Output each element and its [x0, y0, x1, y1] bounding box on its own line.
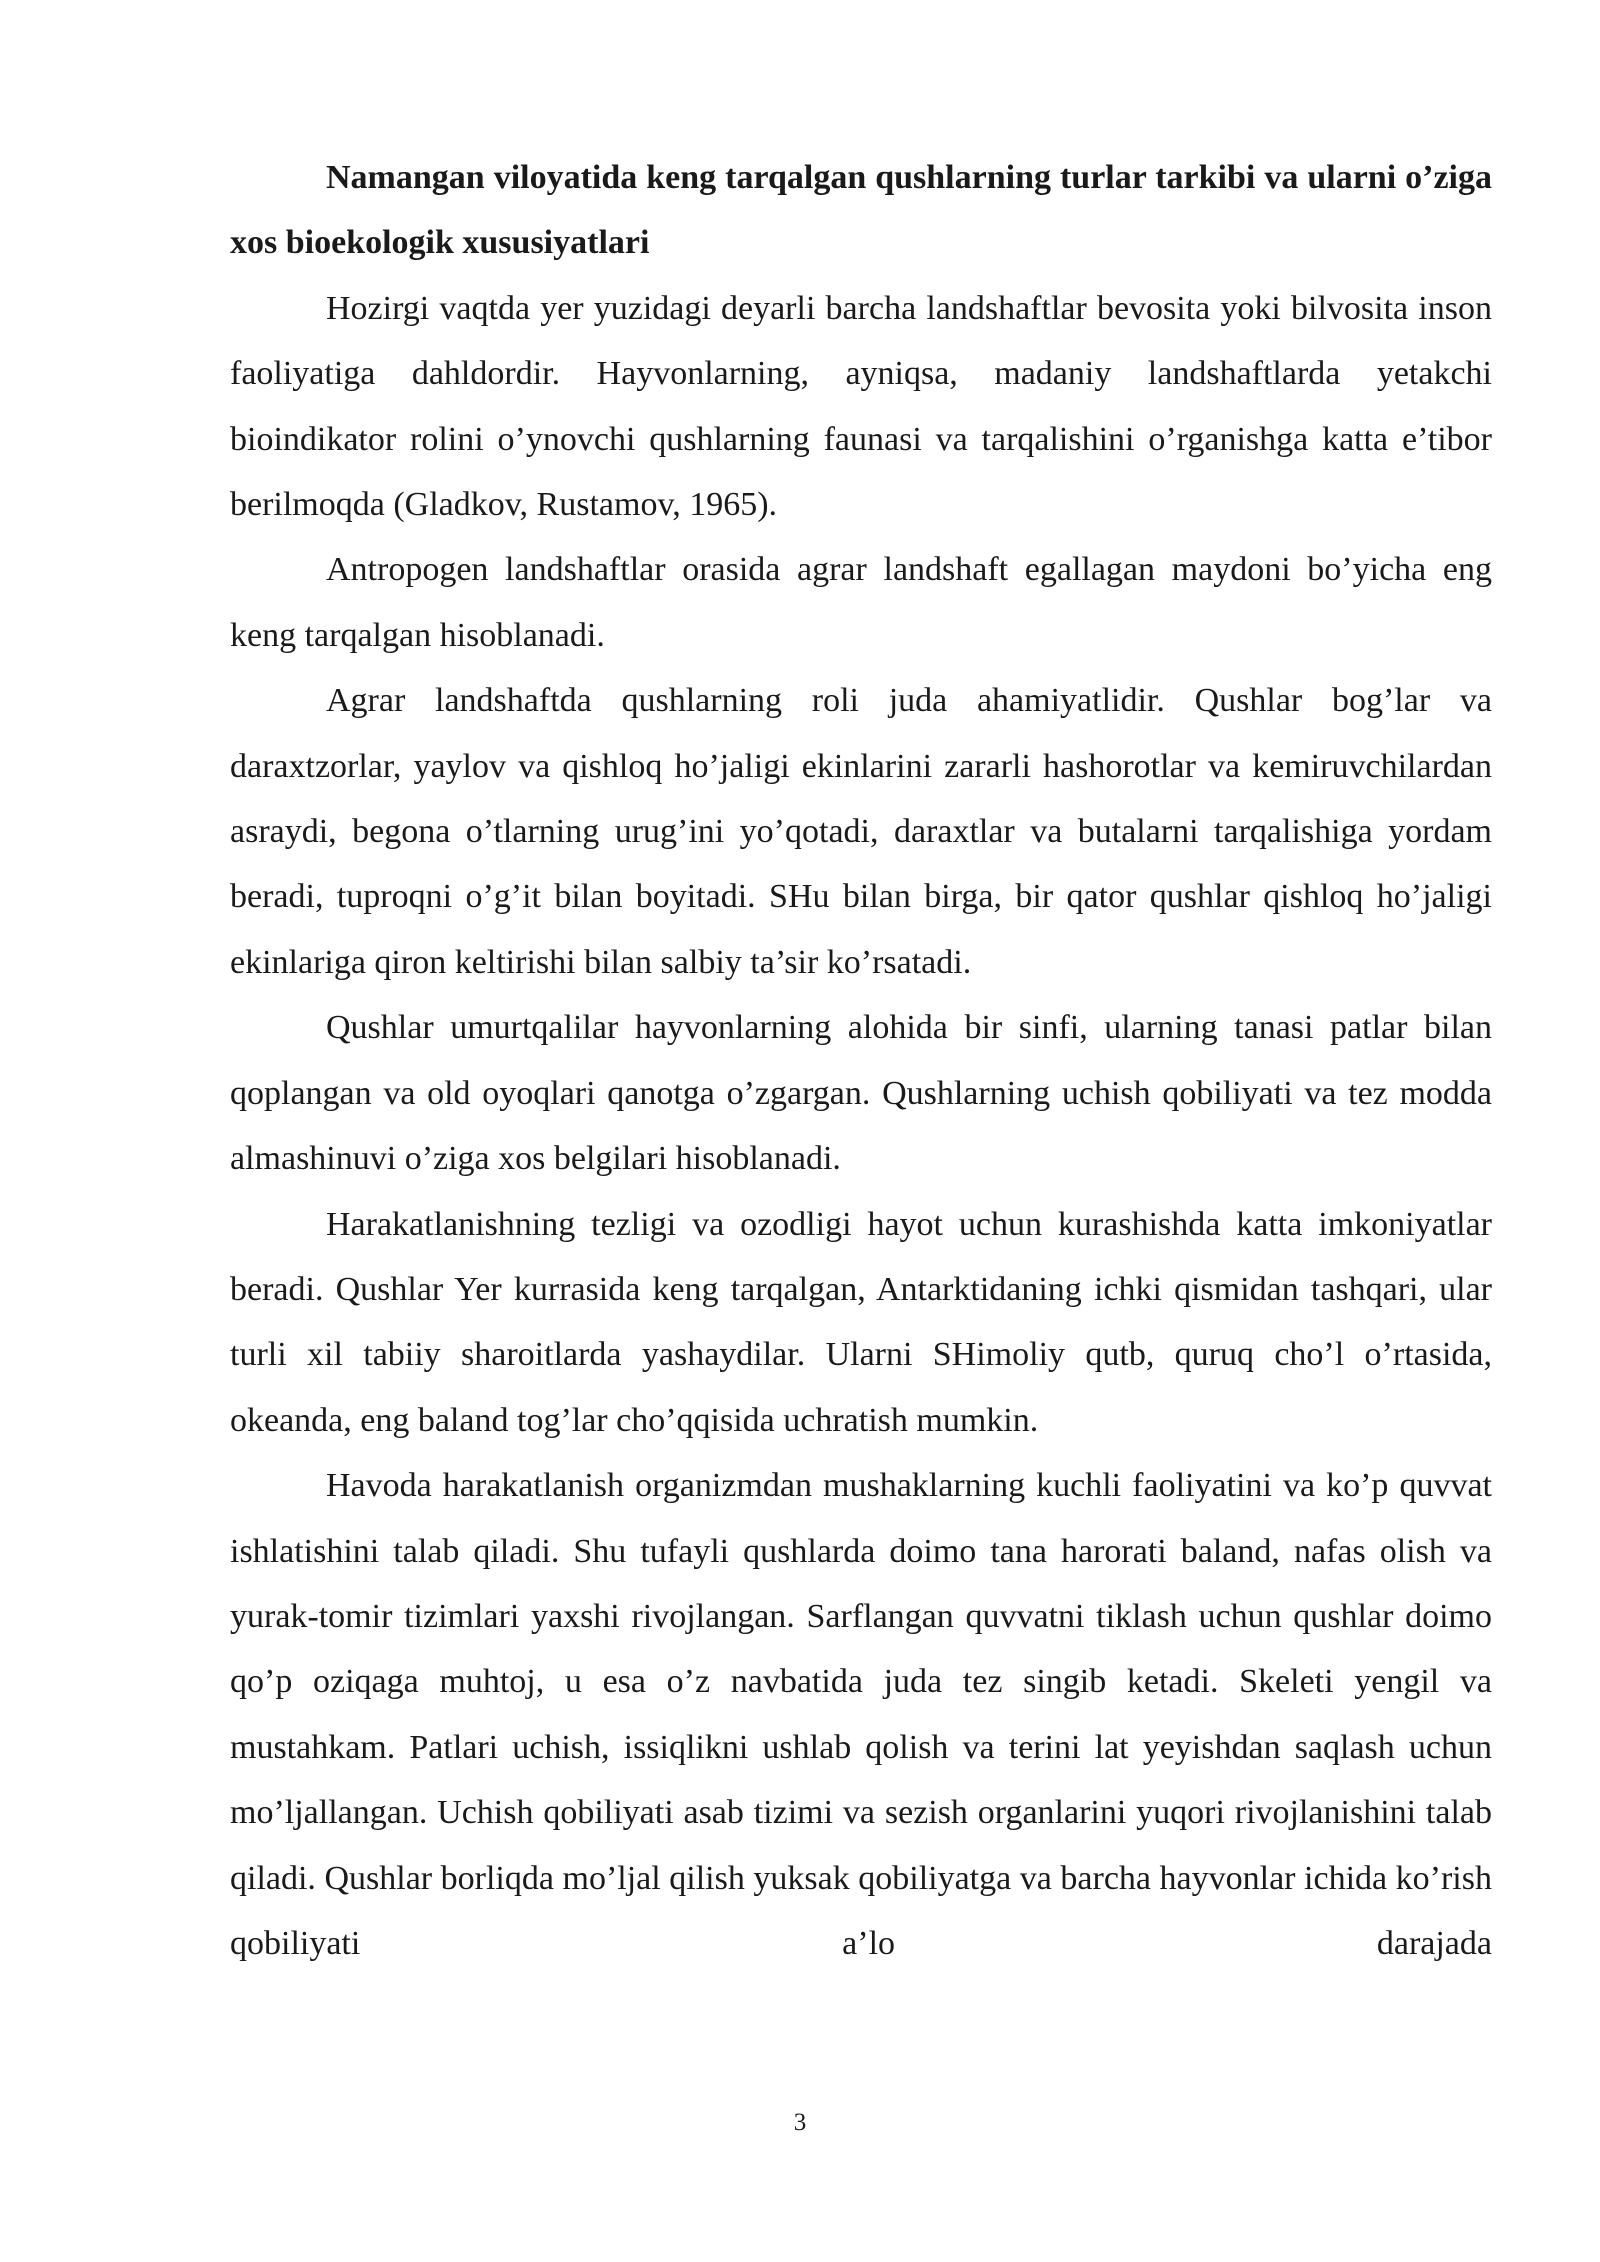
- paragraph-1: Hozirgi vaqtda yer yuzidagi deyarli barcha landshaftlar bevosita yoki bilvosita inson faoliyatiga dahldordir. Hayvonlarning, ayniqsa, madaniy landshaftlarda yetakchi bioindikator rolini o’ynovchi qushlarning faunasi va tarqalishini o’rganishga katta e’tibor berilmoqda (Gladkov, Rustamov, 1965).: [230, 289, 1492, 524]
- document-page: [230, 145, 1492, 1976]
- paragraph-4: Qushlar umurtqalilar hayvonlarning alohida bir sinfi, ularning tanasi patlar bilan qoplangan va old oyoqlari qanotga o’zgargan. Qushlarning uchish qobiliyati va tez modda almashinuvi o’ziga xos belgilari hisoblanadi.: [230, 1009, 1492, 1178]
- document-title: Namangan viloyatida keng tarqalgan qushlarning turlar tarkibi va ularni o’ziga xos bioekologik xususiyatlari: [230, 159, 1492, 262]
- page-number: 3: [793, 2109, 807, 2136]
- paragraph-5: Harakatlanishning tezligi va ozodligi hayot uchun kurashishda katta imkoniyatlar beradi. Qushlar Yer kurrasida keng tarqalgan, Antarktidaning ichki qismidan tashqari, ular turli xil tabiiy sharoitlarda yashaydilar. Ularni SHimoliy qutb, quruq cho’l o’rtasida, okeanda, eng baland tog’lar cho’qqisida uchratish mumkin.: [230, 1205, 1492, 1439]
- paragraph-2: Antropogen landshaftlar orasida agrar landshaft egallagan maydoni bo’yicha eng keng tarqalgan hisoblanadi.: [230, 551, 1492, 654]
- paragraph-6: Havoda harakatlanish organizmdan mushaklarning kuchli faoliyatini va ko’p quvvat ishlatishini talab qiladi. Shu tufayli qushlarda doimo tana harorati baland, nafas olish va yurak-tomir tizimlari yaxshi rivojlangan. Sarflangan quvvatni tiklash uchun qushlar doimo qo’p oziqaga muhtoj, u esa o’z navbatida juda tez singib ketadi. Skeleti yengil va mustahkam. Patlari uchish, issiqlikni ushlab qolish va terini lat yeyishdan saqlash uchun mo’ljallangan. Uchish qobiliyati asab tizimi va sezish organlarini yuqori rivojlanishini talab qiladi. Qushlar borliqda mo’ljal qilish yuksak qobiliyatga va barcha hayvonlar ichida ko’rish qobiliyati a’lo darajada: [230, 1467, 1492, 1962]
- paragraph-3: Agrar landshaftda qushlarning roli juda ahamiyatlidir. Qushlar bog’lar va daraxtzorlar, yaylov va qishloq ho’jaligi ekinlarini zararli hashorotlar va kemiruvchilardan asraydi, begona o’tlarning urug’ini yo’qotadi, daraxtlar va butalarni tarqalishiga yordam beradi, tuproqni o’g’it bilan boyitadi. SHu bilan birga, bir qator qushlar qishloq ho’jaligi ekinlariga qiron keltirishi bilan salbiy ta’sir ko’rsatadi.: [230, 682, 1492, 981]
